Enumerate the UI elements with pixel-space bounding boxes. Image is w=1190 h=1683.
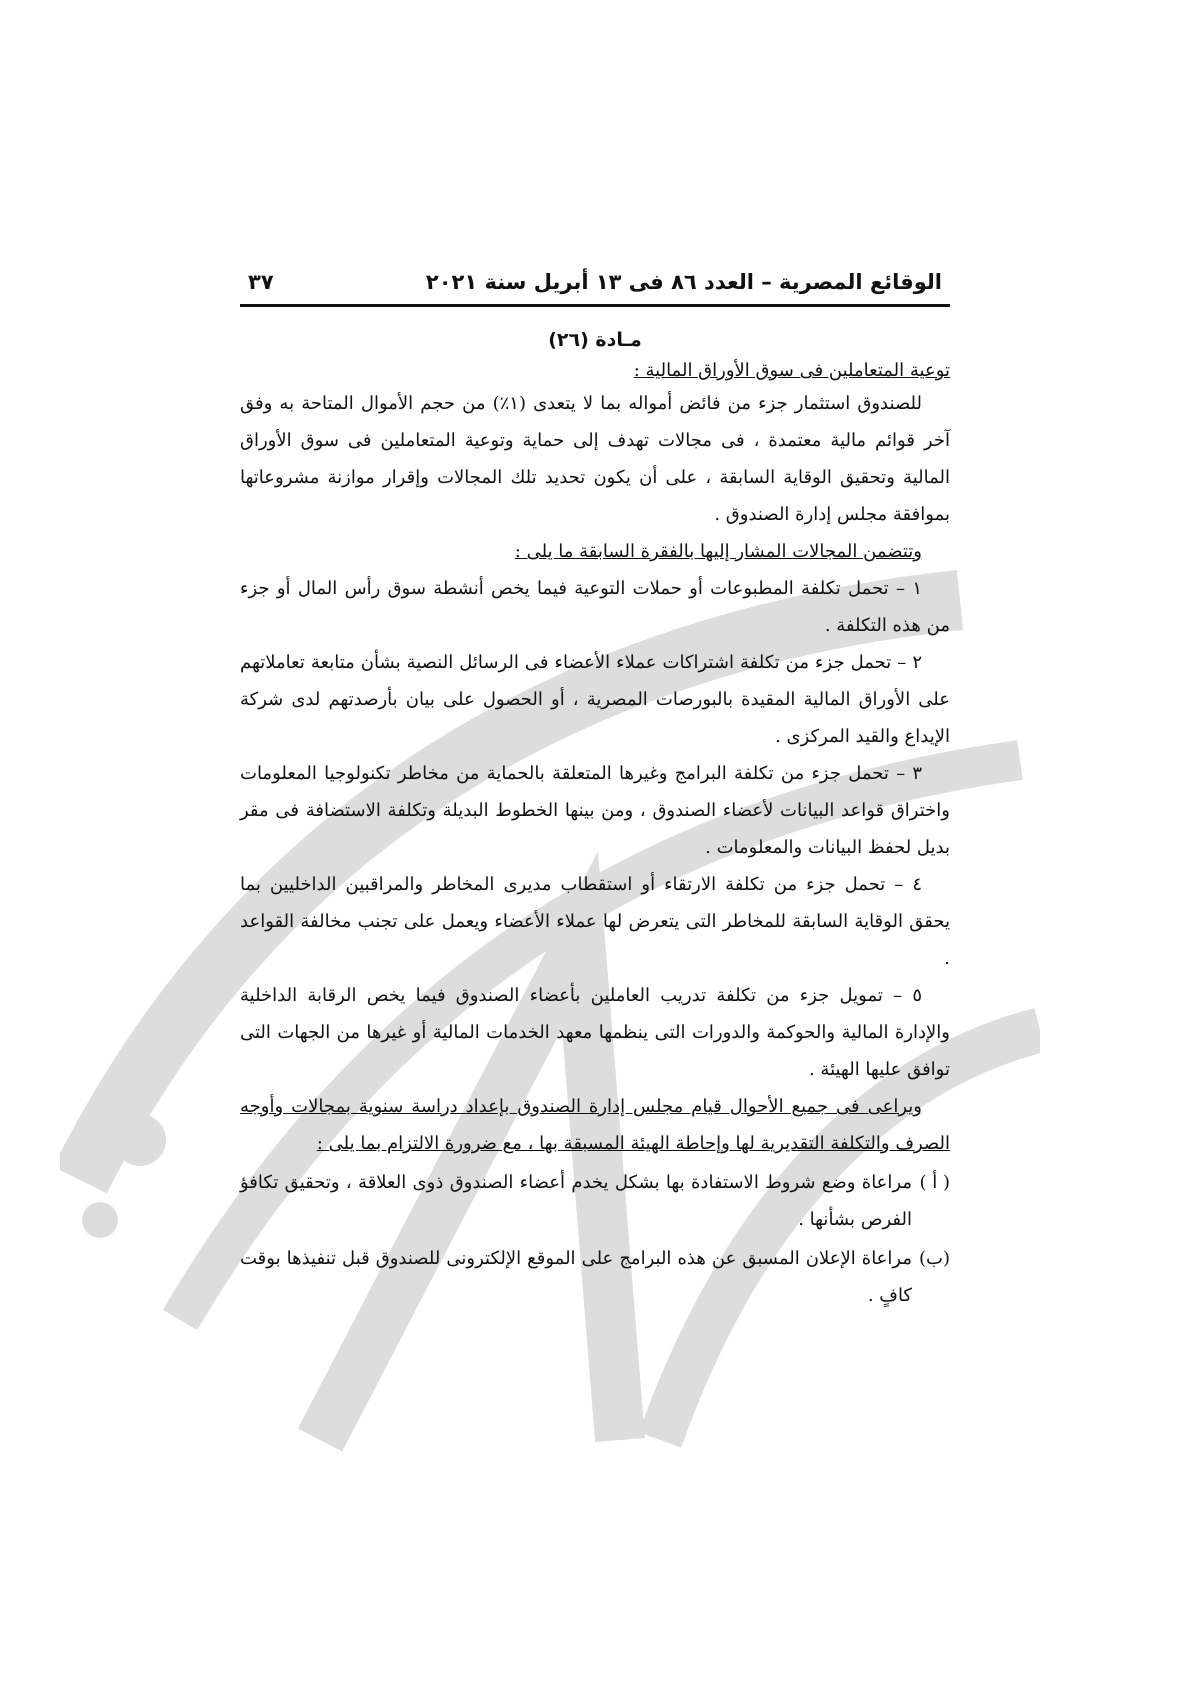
- article-title: مـادة (٢٦): [548, 329, 642, 351]
- journal-title: الوقائع المصرية – العدد ٨٦ فى ١٣ أبريل سنة ٢٠٢١: [425, 270, 942, 294]
- sub-item-b: [240, 1240, 950, 1314]
- list-item: ٢ – تحمل جزء من تكلفة اشتراكات عملاء الأعضاء فى الرسائل النصية بشأن متابعة تعاملاتهم على الأوراق المالية المقيدة بالبورصات المصرية ، أو الحصول على بيان بأرصدتهم لدى شركة الإيداع والقيد المركزى .: [240, 652, 950, 747]
- gazette-page: [240, 270, 950, 1314]
- sub-item-text: مراعاة الإعلان المسبق عن هذه البرامج على الموقع الإلكترونى للصندوق قبل تنفيذها بوقت كافٍ .: [240, 1248, 912, 1306]
- sub-item-a: [240, 1164, 950, 1238]
- list-item: ٤ – تحمل جزء من تكلفة الارتقاء أو استقطاب مديرى المخاطر والمراقبين الداخليين بما يحقق الوقاية السابقة للمخاطر التى يتعرض لها عملاء الأعضاء ويعمل على تجنب مخالفة القواعد .: [240, 874, 950, 969]
- sub-item-marker: (ب): [919, 1248, 950, 1269]
- page-number: ٣٧: [248, 270, 274, 294]
- intro-paragraph: للصندوق استثمار جزء من فائض أمواله بما لا يتعدى (١٪) من حجم الأموال المتاحة به وفق آخر قوائم مالية معتمدة ، فى مجالات تهدف إلى حماية وتوعية المتعاملين فى سوق الأوراق المالية وتحقيق الوقاية السابقة ، على أن يكون تحديد تلك المجالات وإقرار موازنة مشروعاتها بموافقة مجلس إدارة الصندوق .: [240, 393, 950, 525]
- items-intro: وتتضمن المجالات المشار إليها بالفقرة السابقة ما يلى :: [514, 541, 922, 562]
- article-subject: توعية المتعاملين فى سوق الأوراق المالية :: [633, 360, 950, 381]
- sub-item-text: مراعاة وضع شروط الاستفادة بها بشكل يخدم أعضاء الصندوق ذوى العلاقة ، وتحقيق تكافؤ الفرص بشأنها .: [240, 1172, 912, 1230]
- sub-item-marker: ( أ ): [919, 1172, 950, 1193]
- closing-paragraph: ويراعى فى جميع الأحوال قيام مجلس إدارة الصندوق بإعداد دراسة سنوية بمجالات وأوجه الصرف والتكلفة التقديرية لها وإحاطة الهيئة المسبقة بها ، مع ضرورة الالتزام بما يلى :: [240, 1096, 950, 1154]
- page-header: [240, 270, 950, 307]
- list-item: ٥ – تمويل جزء من تكلفة تدريب العاملين بأعضاء الصندوق فيما يخص الرقابة الداخلية والإدارة المالية والحوكمة والدورات التى ينظمها معهد الخدمات المالية أو غيرها من الجهات التى توافق عليها الهيئة .: [240, 985, 951, 1080]
- list-item: ١ – تحمل تكلفة المطبوعات أو حملات التوعية فيما يخص أنشطة سوق رأس المال أو جزء من هذه التكلفة .: [240, 578, 950, 636]
- list-item: ٣ – تحمل جزء من تكلفة البرامج وغيرها المتعلقة بالحماية من مخاطر تكنولوجيا المعلومات واختراق قواعد البيانات لأعضاء الصندوق ، ومن بينها الخطوط البديلة وتكلفة الاستضافة فى مقر بديل لحفظ البيانات والمعلومات .: [240, 763, 950, 858]
